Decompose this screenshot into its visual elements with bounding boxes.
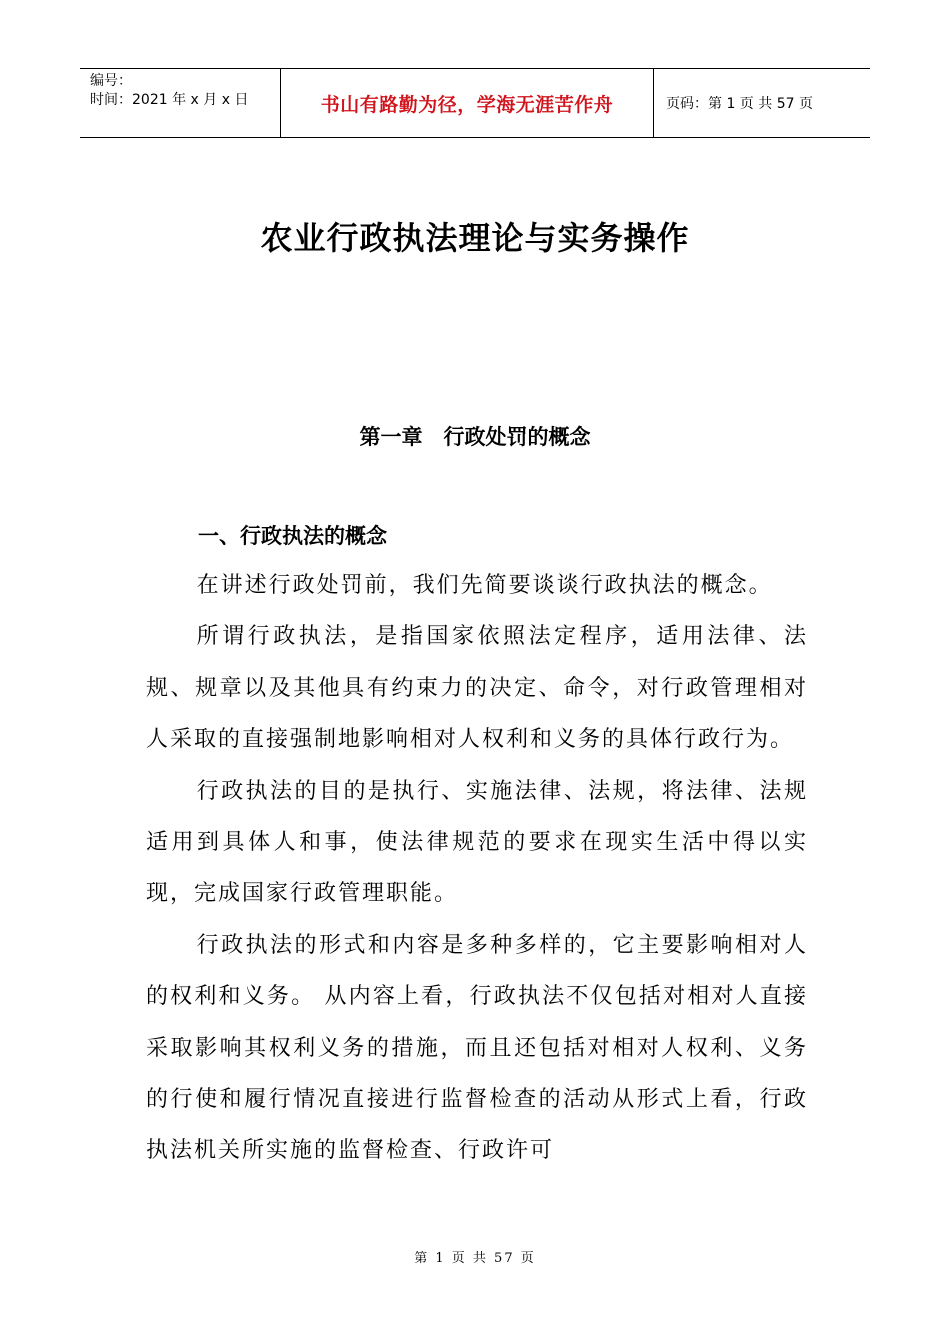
document-title: 农业行政执法理论与实务操作 — [260, 219, 690, 257]
page-footer: 第 1 页 共 57 页 — [414, 1251, 536, 1266]
header-page-label: 页码：第 1 页 共 57 页 — [666, 96, 813, 112]
header-page-cell — [654, 69, 870, 137]
body-text — [146, 560, 808, 1177]
header-number-label: 编号： — [90, 73, 132, 89]
paragraph: 行政执法的形式和内容是多种多样的，它主要影响相对人的权利和义务。 从内容上看，行政执法不仅包括对相对人直接采取影响其权利义务的措施，而且还包括对相对人权利、义务的行使和履行情况直接进行监督检查的活动从形式上看，行政执法机关所实施的监督检查、行政许可 — [146, 932, 808, 1164]
header-motto-cell — [281, 69, 654, 137]
document-header-table — [80, 68, 870, 138]
section-heading: 一、行政执法的概念 — [198, 524, 387, 548]
header-motto: 书山有路勤为径，学海无涯苦作舟 — [320, 93, 614, 116]
header-time-label: 时间：2021 年 x 月 x 日 — [90, 92, 249, 108]
chapter-title: 第一章 行政处罚的概念 — [359, 425, 591, 449]
paragraph: 行政执法的目的是执行、实施法律、法规，将法律、法规适用到具体人和事，使法律规范的要求在现实生活中得以实现，完成国家行政管理职能。 — [146, 778, 808, 907]
paragraph: 在讲述行政处罚前，我们先简要谈谈行政执法的概念。 — [196, 573, 773, 598]
header-meta-cell — [80, 69, 281, 137]
paragraph: 所谓行政执法，是指国家依照法定程序，适用法律、法规、规章以及其他具有约束力的决定、命令，对行政管理相对人采取的直接强制地影响相对人权利和义务的具体行政行为。 — [146, 624, 808, 753]
